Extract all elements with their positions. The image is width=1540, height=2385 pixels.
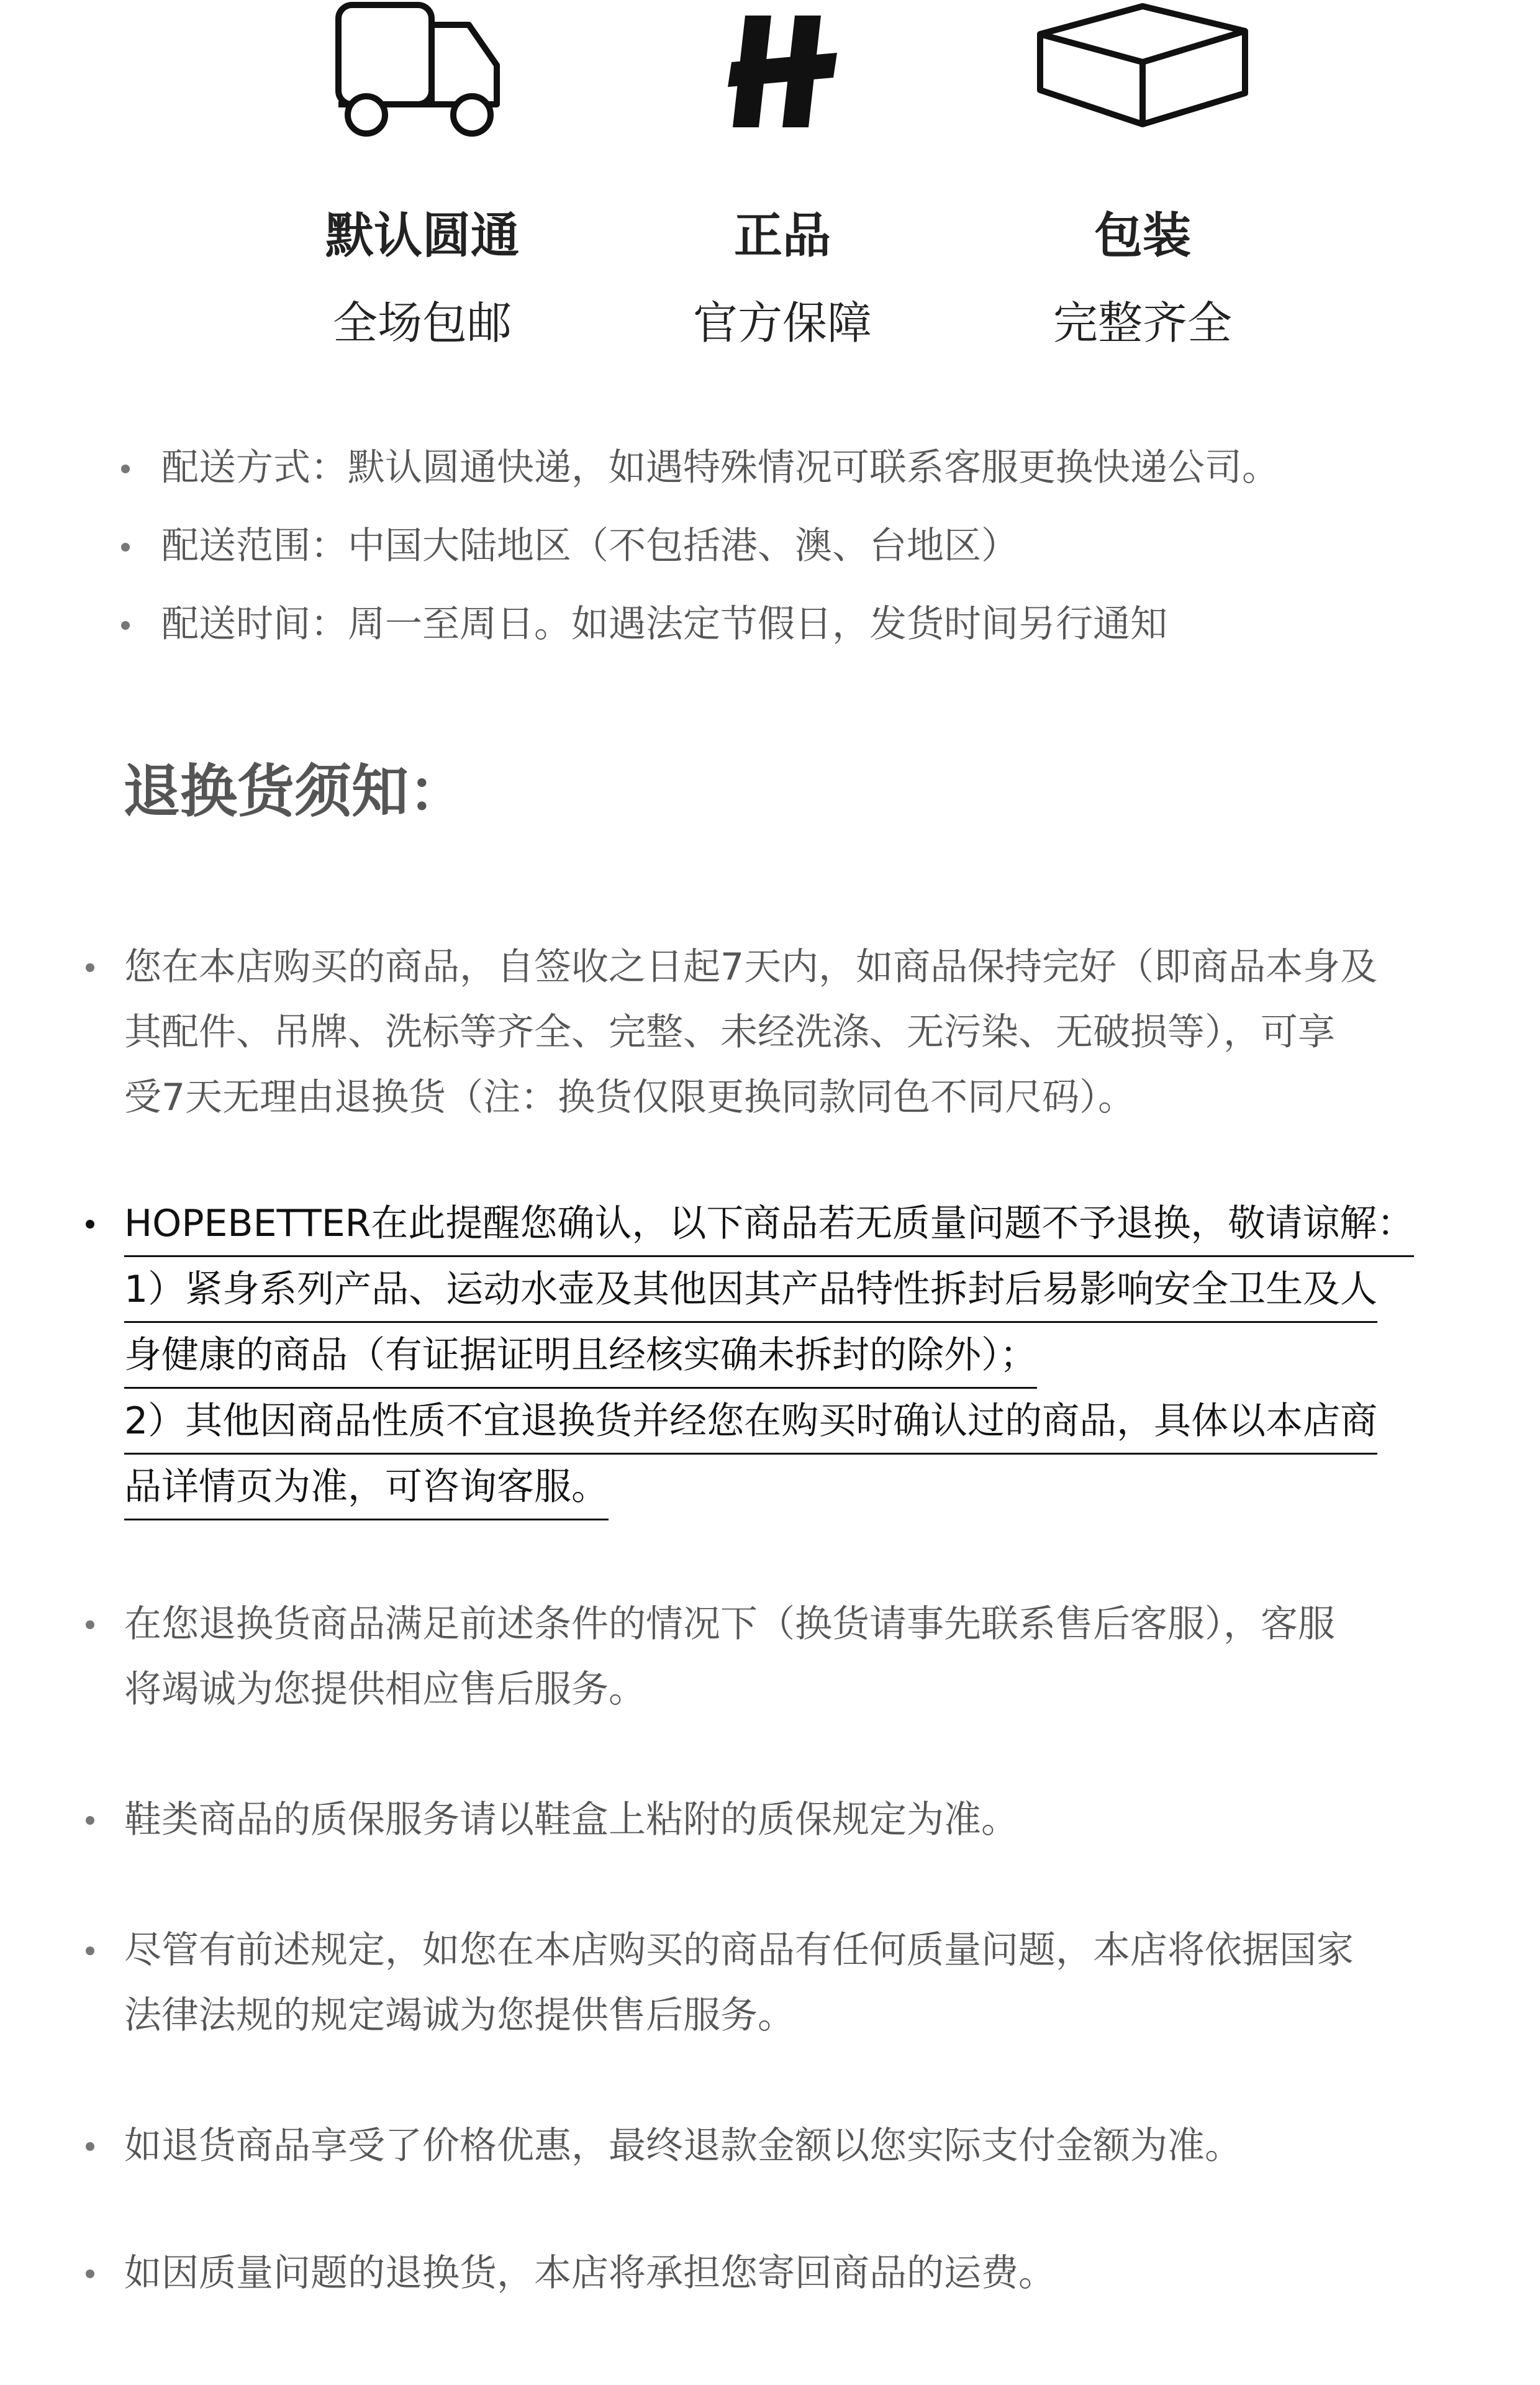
policy-quality-issues [124,1918,1441,2048]
bullet-dot [86,1220,94,1229]
feature-subtitle: 完整齐全 [1053,297,1232,349]
bullet-dot [86,1816,94,1825]
policy-line: 将竭诚为您提供相应售后服务。 [124,1668,646,1711]
policy-after-sales-service [124,1592,1441,1722]
policy-line: 在您退换货商品满足前述条件的情况下（换货请事先联系售后客服），客服 [124,1602,1335,1646]
policy-line: 法律法规的规定竭诚为您提供售后服务。 [124,1994,795,2037]
shipping-time: 配送时间：周一至周日。如遇法定节假日，发货时间另行通知 [121,585,1487,663]
feature-subtitle: 官方保障 [692,297,872,349]
brand-logo-icon [584,0,981,137]
policy-shoe-warranty [124,1788,1441,1853]
feature-title: 包装 [1094,208,1191,264]
policy-non-returnable-notice [124,1191,1441,1520]
box-icon [944,0,1341,137]
returns-heading: 退换货须知： [123,758,466,825]
policy-seven-day-return [124,935,1441,1130]
shipping-area: 配送范围：中国大陆地区（不包括港、澳、台地区） [121,507,1487,585]
policy-line: 尽管有前述规定，如您在本店购买的商品有任何质量问题，本店将依据国家 [124,1928,1354,1972]
bullet-dot [86,2269,94,2278]
bullet-dot [86,963,94,972]
bullet-dot [86,1947,94,1955]
policy-line: 您在本店购买的商品，自签收之日起7天内，如商品保持完好（即商品本身及 [124,945,1378,989]
bullet-dot [86,2142,94,2151]
policy-refund-amount [124,2114,1441,2179]
policy-return-shipping-fee [124,2241,1441,2306]
policy-line: 如因质量问题的退换货，本店将承担您寄回商品的运费。 [124,2251,1056,2295]
feature-subtitle: 全场包邮 [332,297,512,349]
policy-line: 1）紧身系列产品、运动水壶及其他因其产品特性拆封后易影响安全卫生及人 [124,1258,1377,1323]
shipping-method: 配送方式：默认圆通快递，如遇特殊情况可联系客服更换快递公司。 [121,429,1487,507]
policy-line: 身健康的商品（有证据证明且经核实确未拆封的除外）； [124,1324,1037,1389]
feature-strip [0,0,1540,373]
policy-line: 如退货商品享受了价格优惠，最终退款金额以您实际支付金额为准。 [124,2124,1242,2168]
policy-line: 受7天无理由退换货（注：换货仅限更换同款同色不同尺码）。 [124,1076,1136,1119]
shipping-info-list [121,429,1487,663]
policy-line: 2）其他因商品性质不宜退换货并经您在购买时确认过的商品，具体以本店商 [124,1389,1377,1455]
feature-title: 正品 [733,208,831,264]
policy-line: 其配件、吊牌、洗标等齐全、完整、未经洗涤、无污染、无破损等），可享 [124,1011,1335,1054]
truck-icon [224,0,621,137]
policy-line: 品详情页为准，可咨询客服。 [124,1455,609,1520]
policy-line: 鞋类商品的质保服务请以鞋盒上粘附的质保规定为准。 [124,1798,1018,1842]
policy-line: HOPEBETTER在此提醒您确认，以下商品若无质量问题不予退换，敬请谅解： [124,1192,1414,1257]
feature-title: 默认圆通 [325,208,519,264]
bullet-dot [86,1620,94,1629]
